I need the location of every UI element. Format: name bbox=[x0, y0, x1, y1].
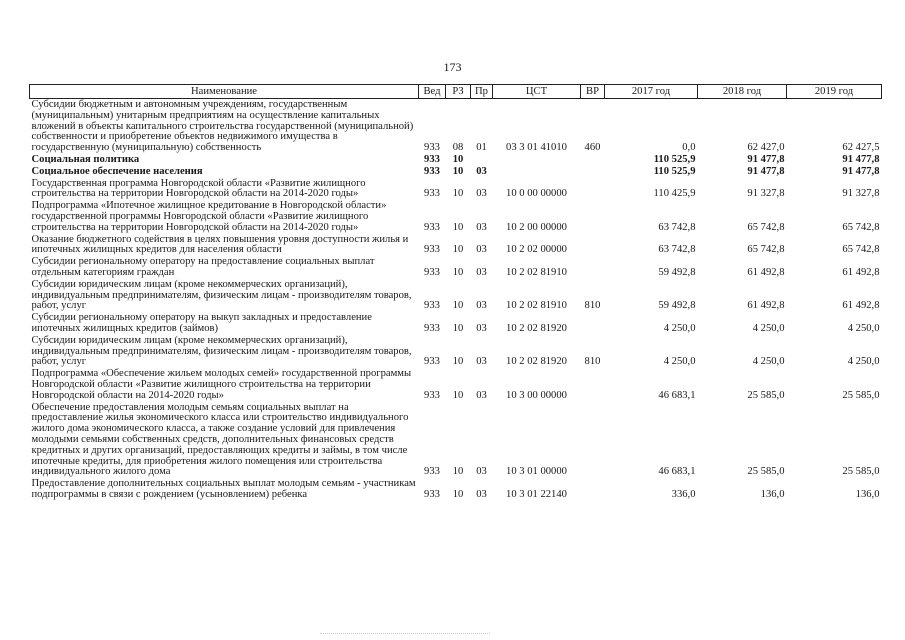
cell-name: Предоставление дополнительных социальных выплат молодым семьям - участникам подпрограммы в связи с рождением (усыновлением) ребенка bbox=[31, 478, 416, 500]
cell-ved: 933 bbox=[424, 165, 440, 177]
cell-name: Оказание бюджетного содействия в целях повышения уровня доступности жилья и ипотечных жилищных кредитов для населения области bbox=[31, 233, 409, 256]
cell-2019: 4 250,0 bbox=[847, 356, 880, 368]
scan-artifact bbox=[320, 633, 490, 635]
table-row bbox=[30, 279, 882, 312]
cell-cst: 03 3 01 41010 bbox=[506, 142, 567, 154]
cell-pr: 03 bbox=[476, 266, 487, 278]
cell-pr bbox=[471, 154, 493, 166]
cell-vr bbox=[581, 256, 605, 279]
cell-rz: 08 bbox=[452, 142, 464, 154]
header-row bbox=[30, 85, 882, 99]
header-cst: ЦСТ bbox=[493, 85, 581, 99]
cell-2019: 65 742,8 bbox=[842, 221, 880, 233]
header-pr: Пр bbox=[471, 85, 493, 99]
cell-2018: 65 742,8 bbox=[747, 221, 785, 233]
cell-rz: 10 bbox=[452, 188, 464, 200]
cell-2019: 4 250,0 bbox=[847, 322, 880, 334]
cell-name: Субсидии бюджетным и автономным учреждениям, государственным (муниципальным) унитарным предприятиям на осуществление капитальных вложений в объекты капитального строительства государственной (муниципальной) собственности и приобретение объектов недвижимого имущества в государственную (муниципальную) собственность bbox=[31, 99, 414, 154]
cell-2018: 4 250,0 bbox=[752, 356, 785, 368]
cell-pr: 03 bbox=[476, 244, 487, 256]
cell-2017: 46 683,1 bbox=[658, 466, 696, 478]
table-body bbox=[30, 99, 882, 501]
cell-2019: 91 477,8 bbox=[842, 165, 880, 177]
cell-ved: 933 bbox=[424, 466, 440, 478]
cell-rz: 10 bbox=[452, 165, 464, 177]
table-row bbox=[30, 154, 882, 166]
budget-table bbox=[29, 84, 882, 501]
cell-2018: 4 250,0 bbox=[752, 322, 785, 334]
cell-vr bbox=[581, 402, 605, 479]
cell-2017: 59 492,8 bbox=[658, 300, 696, 312]
cell-cst: 10 2 02 81910 bbox=[506, 300, 567, 312]
cell-cst: 10 2 02 00000 bbox=[506, 244, 567, 256]
cell-vr bbox=[581, 166, 605, 178]
cell-cst bbox=[493, 166, 581, 178]
cell-2017: 46 683,1 bbox=[658, 389, 696, 401]
header-2019: 2019 год bbox=[787, 85, 882, 99]
header-vr: ВР bbox=[581, 85, 605, 99]
cell-rz: 10 bbox=[452, 221, 464, 233]
table-row bbox=[30, 200, 882, 233]
header-ved: Вед bbox=[419, 85, 446, 99]
cell-vr bbox=[581, 200, 605, 233]
cell-cst: 10 2 00 00000 bbox=[506, 221, 567, 233]
cell-vr: 810 bbox=[584, 300, 601, 312]
cell-pr: 03 bbox=[476, 165, 487, 177]
cell-ved: 933 bbox=[424, 488, 440, 500]
cell-name: Подпрограмма «Обеспечение жильем молодых семей» государственной программы Новгородской области «Развитие жилищного строительства на территории Новгородской области на 2014-2020 годы» bbox=[31, 368, 412, 401]
cell-vr: 460 bbox=[584, 142, 601, 154]
table-row bbox=[30, 402, 882, 479]
cell-rz: 10 bbox=[452, 266, 464, 278]
cell-2018: 91 327,8 bbox=[747, 188, 785, 200]
cell-cst: 10 0 00 00000 bbox=[506, 188, 567, 200]
cell-ved: 933 bbox=[424, 356, 440, 368]
cell-pr: 03 bbox=[476, 221, 487, 233]
cell-name: Социальная политика bbox=[31, 153, 140, 165]
cell-2017: 110 525,9 bbox=[653, 153, 696, 165]
cell-pr: 03 bbox=[476, 322, 487, 334]
cell-2017: 336,0 bbox=[671, 488, 696, 500]
cell-pr: 01 bbox=[476, 142, 487, 154]
cell-ved: 933 bbox=[424, 244, 440, 256]
cell-2018: 25 585,0 bbox=[747, 466, 785, 478]
cell-rz: 10 bbox=[452, 322, 464, 334]
table-row bbox=[30, 234, 882, 257]
cell-ved: 933 bbox=[424, 188, 440, 200]
cell-2018: 61 492,8 bbox=[747, 300, 785, 312]
cell-2018: 91 477,8 bbox=[747, 165, 785, 177]
cell-vr bbox=[581, 178, 605, 201]
cell-2019: 61 492,8 bbox=[842, 300, 880, 312]
cell-cst: 10 2 02 81910 bbox=[506, 266, 567, 278]
cell-rz: 10 bbox=[452, 466, 464, 478]
cell-pr: 03 bbox=[476, 488, 487, 500]
cell-2017: 63 742,8 bbox=[658, 221, 696, 233]
cell-pr: 03 bbox=[476, 356, 487, 368]
cell-rz: 10 bbox=[452, 300, 464, 312]
cell-ved: 933 bbox=[424, 300, 440, 312]
cell-2018: 136,0 bbox=[760, 488, 785, 500]
cell-name: Социальное обеспечение населения bbox=[31, 165, 203, 177]
cell-name: Субсидии юридическим лицам (кроме некоммерческих организаций), индивидуальным предпринимателям, физическим лицам - производителям товаров, работ, услуг bbox=[31, 278, 412, 312]
cell-2018: 65 742,8 bbox=[747, 244, 785, 256]
cell-2018: 61 492,8 bbox=[747, 266, 785, 278]
cell-2018: 62 427,0 bbox=[747, 142, 785, 154]
cell-vr bbox=[581, 478, 605, 501]
cell-2019: 91 477,8 bbox=[842, 153, 880, 165]
cell-name: Государственная программа Новгородской области «Развитие жилищного строительства на территории Новгородской области на 2014-2020 годы» bbox=[31, 177, 366, 200]
cell-2017: 110 425,9 bbox=[653, 188, 696, 200]
cell-name: Субсидии региональному оператору на выкуп закладных и предоставление ипотечных жилищных кредитов (займов) bbox=[31, 312, 372, 334]
table-row bbox=[30, 178, 882, 201]
page-number: 173 bbox=[443, 60, 462, 74]
cell-rz: 10 bbox=[452, 153, 464, 165]
cell-2017: 0,0 bbox=[682, 142, 696, 154]
cell-ved: 933 bbox=[424, 389, 440, 401]
cell-ved: 933 bbox=[424, 221, 440, 233]
cell-2017: 110 525,9 bbox=[653, 165, 696, 177]
table-row bbox=[30, 478, 882, 501]
cell-2018: 91 477,8 bbox=[747, 153, 785, 165]
cell-rz: 10 bbox=[452, 389, 464, 401]
cell-2018: 25 585,0 bbox=[747, 389, 785, 401]
cell-vr bbox=[581, 312, 605, 335]
cell-ved: 933 bbox=[424, 153, 440, 165]
table-row bbox=[30, 166, 882, 178]
cell-pr: 03 bbox=[476, 188, 487, 200]
cell-cst: 10 3 01 22140 bbox=[506, 488, 567, 500]
cell-rz: 10 bbox=[452, 356, 464, 368]
cell-2017: 63 742,8 bbox=[658, 244, 696, 256]
cell-vr bbox=[581, 234, 605, 257]
cell-2019: 62 427,5 bbox=[842, 142, 880, 154]
cell-vr bbox=[581, 368, 605, 401]
cell-2019: 91 327,8 bbox=[842, 188, 880, 200]
table-row bbox=[30, 312, 882, 335]
cell-2019: 65 742,8 bbox=[842, 244, 880, 256]
table-row bbox=[30, 99, 882, 154]
cell-ved: 933 bbox=[424, 142, 440, 154]
cell-name: Подпрограмма «Ипотечное жилищное кредитование в Новгородской области» государственной программы Новгородской области «Развитие жилищного строительства на территории Новгородской области на 2014-2020 годы» bbox=[31, 200, 387, 233]
cell-cst bbox=[493, 154, 581, 166]
cell-vr bbox=[581, 154, 605, 166]
cell-pr: 03 bbox=[476, 466, 487, 478]
cell-name: Субсидии региональному оператору на предоставление социальных выплат отдельным категориям граждан bbox=[31, 256, 375, 278]
cell-cst: 10 3 01 00000 bbox=[506, 466, 567, 478]
table-row bbox=[30, 335, 882, 368]
cell-cst: 10 3 00 00000 bbox=[506, 389, 567, 401]
header-rz: РЗ bbox=[446, 85, 471, 99]
cell-pr: 03 bbox=[476, 389, 487, 401]
table-row bbox=[30, 256, 882, 279]
header-2018: 2018 год bbox=[698, 85, 787, 99]
cell-name: Субсидии юридическим лицам (кроме некоммерческих организаций), индивидуальным предпринимателям, физическим лицам - производителям товаров, работ, услуг bbox=[31, 334, 412, 368]
cell-2019: 25 585,0 bbox=[842, 389, 880, 401]
cell-2019: 25 585,0 bbox=[842, 466, 880, 478]
cell-2017: 59 492,8 bbox=[658, 266, 696, 278]
table-row bbox=[30, 368, 882, 401]
header-2017: 2017 год bbox=[605, 85, 698, 99]
cell-name: Обеспечение предоставления молодым семьям социальных выплат на предоставление жилья экономического класса или строительство индивидуального жилого дома экономического класса, а также создание условий для привлечения молодыми семьями собственных средств, дополнительных финансовых средств кредитных и других организаций, предоставляющих кредиты и займы, в том числе ипотечные кредиты, для приобретения жилого помещения или строительства индивидуального жилого дома bbox=[31, 401, 409, 478]
cell-2019: 136,0 bbox=[855, 488, 880, 500]
cell-2017: 4 250,0 bbox=[663, 322, 696, 334]
cell-ved: 933 bbox=[424, 322, 440, 334]
cell-2019: 61 492,8 bbox=[842, 266, 880, 278]
header-name: Наименование bbox=[30, 85, 419, 99]
cell-pr: 03 bbox=[476, 300, 487, 312]
cell-2017: 4 250,0 bbox=[663, 356, 696, 368]
cell-ved: 933 bbox=[424, 266, 440, 278]
cell-rz: 10 bbox=[452, 488, 464, 500]
cell-cst: 10 2 02 81920 bbox=[506, 322, 567, 334]
cell-vr: 810 bbox=[584, 356, 601, 368]
cell-rz: 10 bbox=[452, 244, 464, 256]
cell-cst: 10 2 02 81920 bbox=[506, 356, 567, 368]
